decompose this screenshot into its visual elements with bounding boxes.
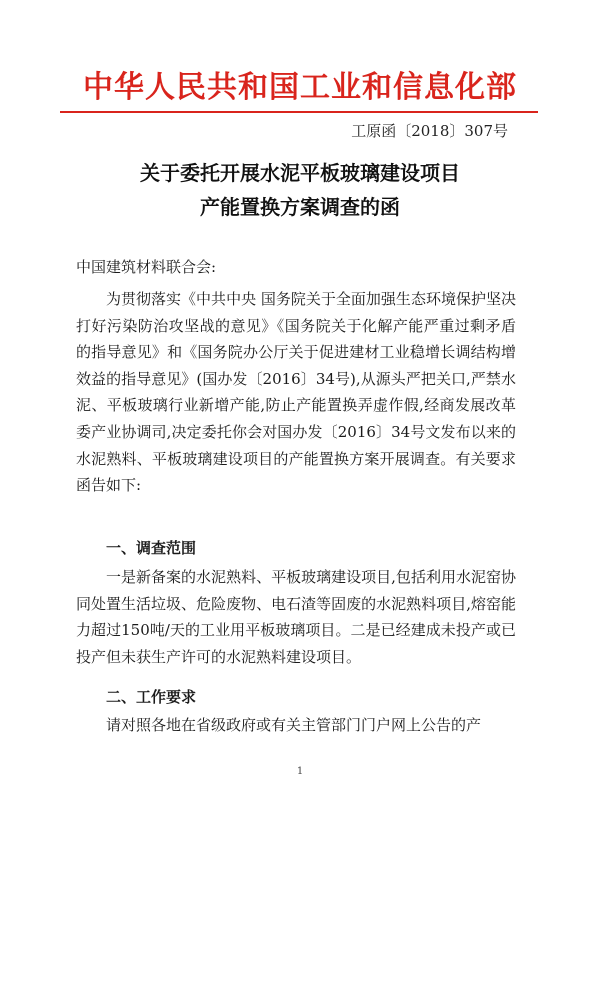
document-title-line-1: 关于委托开展水泥平板玻璃建设项目 (140, 161, 460, 185)
document-title-line-2: 产能置换方案调查的函 (200, 195, 400, 219)
intro-paragraph: 为贯彻落实《中共中央 国务院关于全面加强生态环境保护坚决打好污染防治攻坚战的意见》《国务院关于化解产能严重过剩矛盾的指导意见》和《国务院办公厅关于促进建材工业稳增长调结构增效益的指导意见》(国办发〔2016〕34号),从源头严把关口,严禁水泥、平板玻璃行业新增产能,防止产能置换弄虚作假,经商发展改革委产业协调司,决定委托你会对国办发〔2016〕34号文发布以来的水泥熟料、平板玻璃建设项目的产能置换方案开展调查。有关要求函告如下: (76, 290, 516, 495)
section-1-heading: 一、调查范围 (106, 539, 197, 557)
section-2-heading: 二、工作要求 (106, 688, 197, 706)
section-1-paragraph: 一是新备案的水泥熟料、平板玻璃建设项目,包括利用水泥窑协同处置生活垃圾、危险废物、电石渣等固废的水泥熟料项目,熔窑能力超过150吨/天的工业用平板玻璃项目。二是已经建成未投产或已投产但未获生产许可的水泥熟料建设项目。 (76, 568, 516, 666)
addressee: 中国建筑材料联合会: (76, 258, 217, 276)
document-number: 工原函〔2018〕307号 (351, 122, 508, 140)
section-2-paragraph: 请对照各地在省级政府或有关主管部门门户网上公告的产 (106, 716, 482, 734)
ministry-letterhead: 中华人民共和国工业和信息化部 (83, 70, 517, 105)
page-number: 1 (296, 766, 304, 777)
letterhead-divider (60, 111, 538, 113)
